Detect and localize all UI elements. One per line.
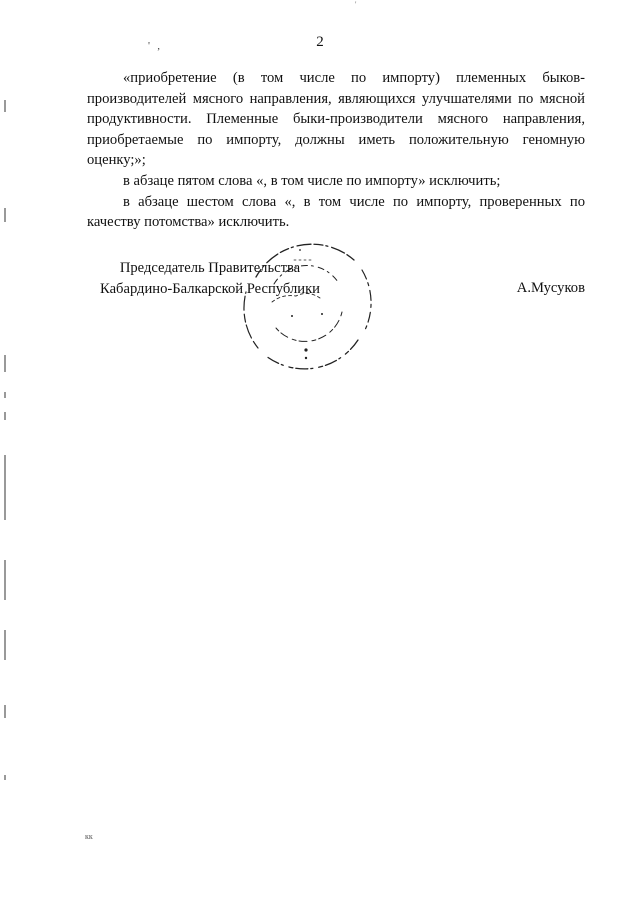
footer-initials: кк — [85, 832, 93, 841]
signatory-name: А.Мусуков — [516, 280, 585, 296]
paragraph-sixth-abzats: в абзаце шестом слова «, в том числе по импорту, проверенных по качеству потомства» исключить. — [87, 193, 585, 231]
paragraph-fifth-abzats: в абзаце пятом слова «, в том числе по импорту» исключить; — [123, 172, 501, 189]
paragraph-amendment-quote: «приобретение (в том числе по импорту) племенных быков-производителей мясного направления, являющихся улучшателями по мясной продуктивности. Племенные быки-производители мясного направления, приобретаемые по импорту, должны иметь положительную геномную оценку;»; — [87, 70, 585, 169]
scan-speck: ' — [355, 0, 357, 9]
document-body — [87, 68, 585, 233]
official-seal-stamp — [236, 232, 376, 372]
page-number: 2 — [316, 34, 324, 50]
signatory-title-line1: Председатель Правительства — [119, 260, 301, 276]
signatory-title-line2: Кабардино-Балкарской Республики — [100, 280, 320, 297]
scan-marks: ' ‚ — [148, 40, 163, 52]
scan-margin-marks — [0, 0, 12, 905]
